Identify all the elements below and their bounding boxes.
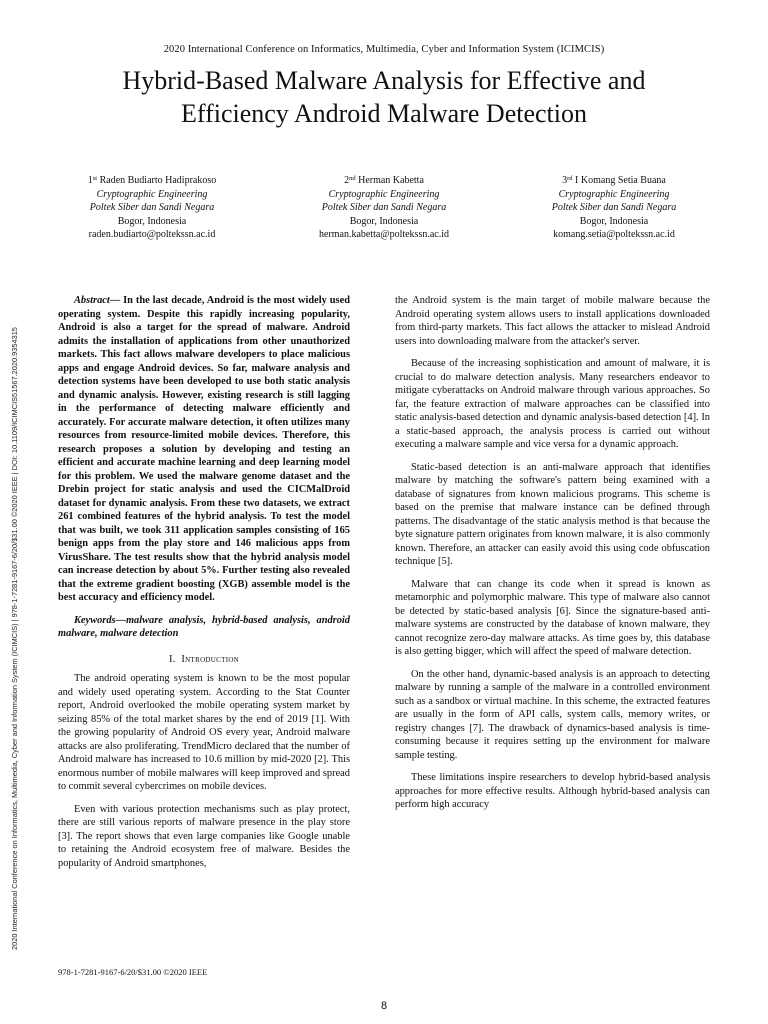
paragraph: The android operating system is known to be the most popular and widely used operating system. According to the Stat Counter report, Android overlooked the mobile operating system market by seizing 85% of the total market shares by the end of 2019 [1]. With the growing popularity of Android OS every year, Android malware attacks are also proliferating. TrendMicro declared that the number of Android malware has increased to 10.6 million by mid-2020 [2]. This enormous number of mobile malwares will keep improved and spread to commit several cybercrimes on mobile devices. [58,673,350,792]
keywords: Keywords—malware analysis, hybrid-based analysis, android malware, malware detection [58,614,350,639]
abstract [58,294,350,605]
paragraph: Because of the increasing sophistication and amount of malware, it is crucial to do malware detection analysis. Many researchers endeavor to mitigate cyberattacks on Android malware through various approaches. So far, the feature extraction of malware approaches can be classified into static analysis-based detection and dynamic analysis-based detection [4]. In a static-based approach, the analysis process is carried out without executing a malware sample and vice versa for a dynamic approach. [395,358,710,450]
author-city: Bogor, Indonesia [117,215,187,227]
title-line-1: Hybrid-Based Malware Analysis for Effective and [122,66,646,95]
author-block-2 [284,172,484,242]
author-name: 3rd I Komang Setia Buana [562,175,666,186]
doi-sidebar-text: 2020 International Conference on Informatics, Multimedia, Cyber and Information System (ICIMCIS) | 978-1-7281-9167-6/20/$31.00 ©2020 IEEE | DOI: 10.1109/ICIMCIS51567.2020.9354315 [10,327,19,950]
author-dept: Cryptographic Engineering [328,188,440,200]
section-heading: I. Introduction [168,653,240,665]
author-org: Poltek Siber dan Sandi Negara [89,202,215,213]
author-block-1 [52,172,252,242]
copyright-footer: 978-1-7281-9167-6/20/$31.00 ©2020 IEEE [58,967,208,977]
paragraph: Static-based detection is an anti-malware approach that identifies malware by matching the software's pattern being examined with a database of signatures from known malicious programs. This scheme is based on the premise that malware instance can be defined through patterns. The disadvantage of the static analysis method is that because the byte signature pattern originates from known malware, it is also commonly known. Therefore, an attacker can easily avoid this using code obfuscation technique [5]. [395,461,710,567]
author-name: 2nd Herman Kabetta [344,175,424,186]
left-column [58,294,350,879]
author-email: herman.kabetta@poltekssn.ac.id [319,229,449,240]
abstract-text: In the last decade, Android is the most widely used operating system. Despite this rapidly increasing popularity, Android is also a target for the spread of malware. Android admits the installation of applications from other unauthorized markets. This fact allows malware developers to place malicious apps and engage Android devices. So far, malware analysis and detection systems have been developed to use both static analysis and dynamic analysis. However, existing research is still lagging in the performance of detecting malware efficiently and accurately. For accurate malware detection, it often utilizes many resources from resource-limited mobile devices. Therefore, this research proposes a solution by developing and testing an efficient and accurate machine learning and deep learning model for this problem. We used the malware genome dataset and the Drebin project for static analysis and used the CICMalDroid dataset for dynamic analysis. From these two datasets, we extract 261 combined features of the hybrid analysis. To test the model that was built, we took 311 application samples consisting of 165 benign apps from the play store and 146 malicious apps from VirusShare. The test results show that the hybrid analysis model can increase detection by about 5%. Further testing also revealed that the extreme gradient boosting (XGB) assemble model is the best accuracy and efficiency model. [58,295,350,603]
author-email: raden.budiarto@poltekssn.ac.id [88,229,216,240]
author-city: Bogor, Indonesia [579,215,649,227]
title-line-2: Efficiency Android Malware Detection [181,99,587,128]
page-number: 8 [380,1000,388,1012]
author-dept: Cryptographic Engineering [96,188,208,200]
paragraph: Even with various protection mechanisms such as play protect, there are still various reports of malware presence in the play store [3]. The report shows that even large companies like Google unable to retaining the Android ecosystem free of malware. Besides the popularity of Android smartphones, [58,803,350,869]
paper-title [40,64,728,130]
author-org: Poltek Siber dan Sandi Negara [551,202,677,213]
conference-header: 2020 International Conference on Informatics, Multimedia, Cyber and Information System (ICIMCIS) [163,44,605,55]
author-name: 1st Raden Budiarto Hadiprakoso [87,175,217,186]
paragraph: On the other hand, dynamic-based analysis is an approach to detecting malware by running a sample of the malware in a controlled environment such as a sandbox or virtual machine. In this scheme, the extracted features are usually in the form of API calls, system calls, memory writes, or registry changes [7]. The drawback of dynamics-based analysis is time-consuming because it requires setting up the environment for malware sample testing. [395,668,710,761]
right-column [395,294,710,821]
author-city: Bogor, Indonesia [349,215,419,227]
paragraph: the Android system is the main target of mobile malware because the Android operating system allows users to install applications downloaded from third-party markets. This fact allows the attacker to mislead Android users into downloading malware from the attacker's server. [395,295,710,347]
author-org: Poltek Siber dan Sandi Negara [321,202,447,213]
author-email: komang.setia@poltekssn.ac.id [553,229,675,240]
abstract-label: Abstract— [74,295,121,306]
paragraph: These limitations inspire researchers to develop hybrid-based analysis approaches for more effective results. Although hybrid-based analysis can perform high accuracy [395,772,710,810]
paragraph: Malware that can change its code when it spread is known as metamorphic and polymorphic malware. This type of malware also cannot be detected by static-based analysis [6]. Since the signature-based anti-malware systems are constructed by the database of known malware, they cannot recognize zero-day malware attacks. As time goes by, this database is also getting bigger, which will affect the speed of malware detection. [395,578,710,657]
author-block-3 [514,172,714,242]
author-dept: Cryptographic Engineering [558,188,670,200]
